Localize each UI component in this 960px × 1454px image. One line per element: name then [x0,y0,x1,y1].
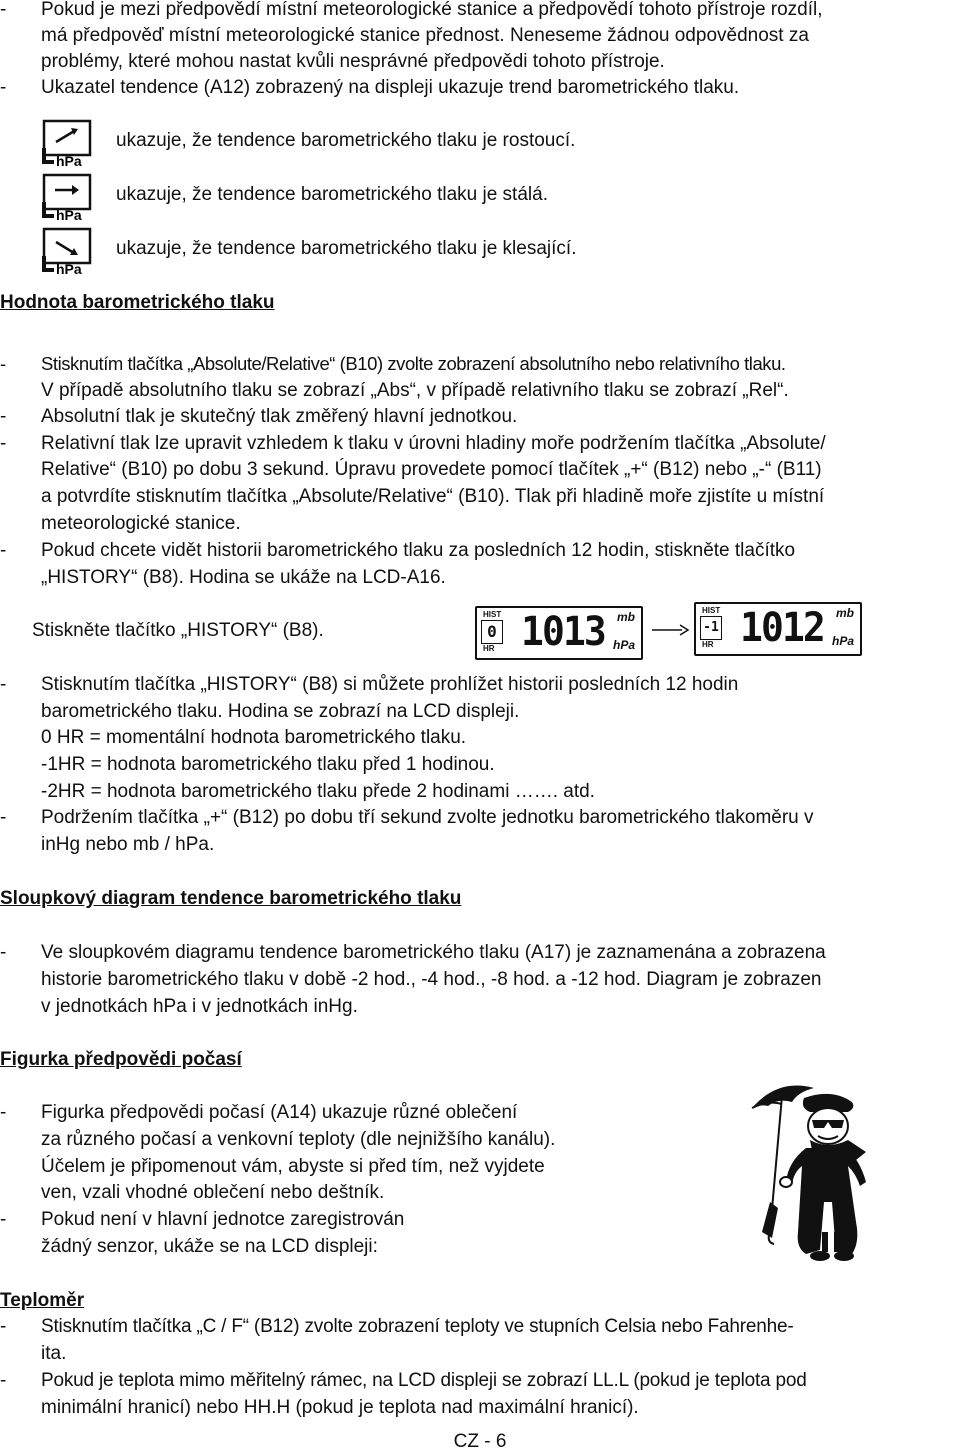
umbrella-figure-illustration [748,1082,896,1262]
section-heading-figure: Figurka předpovědi počasí [0,1049,242,1070]
section-heading-bar-diagram: Sloupkový diagram tendence barometrického tlaku [0,888,462,909]
section-heading-thermometer: Teploměr [0,1290,85,1311]
history-press-text: Stiskněte tlačítko „HISTORY“ (B8). [32,620,324,641]
lcd-history-0: HIST 0 HR 1013 mb hPa [475,606,643,660]
lcd-pressure-value: 1013 [521,609,605,655]
trend-falling-icon [40,226,94,276]
manual-page: - Pokud je mezi předpovědí místní meteorologické stanice a předpovědí tohoto přístroje rozdíl, má předpověď místní meteorologické stanice přednost. Neneseme žádnou odpovědnost za problémy, které mohou nastat kvůli nesprávné předpovědi tohoto přístroje. - Ukazatel tendence (A12) zobrazený na displeji ukazuje trend barometrického tlaku. hPa ukazuje, že tendence barometrického tlaku je rostoucí. hPa ukazuje, že tendence barometrického tlaku je stálá. hPa ukazuje, že tendence barometrického tlaku je klesající. Hodnota barometrického tlaku - Stisknutím tlačítka „Absolute/Relative“ (B10) zvolte zobrazení absolutního nebo relativního tlaku. V případě absolutního tlaku se zobrazí „Abs“, v případě relativního tlaku se zobrazí „Rel“. - Absolutní tlak je skutečný tlak změřený hlavní jednotkou. - Relativní tlak lze upravit vzhledem k tlaku v úrovni hladiny moře podržením tlačítka „Absolute/ Relative“ (B10) po dobu 3 sekund. Úpravu provedete pomocí tlačítek „+“ (B12) nebo „-“ (B11) a potvrdíte stisknutím tlačítka „Absolute/Relative“ (B10). Tlak při hladině moře zjistíte u místní meteorologické stanice. - Pokud chcete vidět historii barometrického tlaku za posledních 12 hodin, stiskněte tlačítko „HISTORY“ (B8). Hodina se ukáže na LCD-A16. Stiskněte tlačítko „HISTORY“ (B8). HIST 0 HR 1013 mb hPa HIST -1 HR 1012 mb hPa - Stisknutím tlačítka „HISTORY“ (B8) si můžete prohlížet historii posledních 12 hodin barometrického tlaku. Hodina se zobrazí na LCD displeji. 0 HR = momentální hodnota barometrického tlaku. -1HR = hodnota barometrického tlaku před 1 hodinou. -2HR = hodnota barometrického tlaku přede 2 hodinami ……. atd. - Podržením tlačítka „+“ (B12) po dobu tří sekund zvolte jednotku barometrického tlakoměru v inHg nebo mb / hPa. Sloupkový diagram tendence barometrického tlaku - Ve sloupkovém diagramu tendence barometrického tlaku (A17) je zaznamenána a zobrazena historie barometrického tlaku v době -2 hod., -4 hod., -8 hod. a -12 hod. Diagram je zobrazen v jednotkách hPa i v jednotkách inHg. Figurka předpovědi počasí - Figurka předpovědi počasí (A14) ukazuje různé oblečení za různého počasí a venkovní teploty (dle nejnižšího kanálu). Účelem je připomenout vám, abyste si před tím, než vyjdete ven, vzali vhodné oblečení nebo deštník. - Pokud není v hlavní jednotce zaregistrován žádný senzor, ukáže se na LCD displeji: Teploměr - Stisknutím tlačítka „C / F“ (B12) zvolte zobrazení teploty ve stupních Celsia nebo Fahrenhe- ita. - Pokud je teplota mimo měřitelný rámec, na LCD displeji se zobrazí LL.L (pokud je teplota pod minimální hranicí) nebo HH.H (pokud je teplota nad maximální hranicí). CZ - 6 [0,0,960,1452]
svg-text:hPa: hPa [56,153,82,168]
arrow-right-icon [650,622,690,638]
svg-text:hPa: hPa [56,261,82,276]
trend-steady-icon [40,172,94,222]
trend-steady-text: ukazuje, že tendence barometrického tlaku je stálá. [116,184,548,205]
trend-rising-text: ukazuje, že tendence barometrického tlaku je rostoucí. [116,130,576,151]
lcd-history-1: HIST -1 HR 1012 mb hPa [694,602,862,656]
section-heading-pressure: Hodnota barometrického tlaku [0,292,275,313]
lcd-hour-digit: -1 [700,616,722,640]
lcd-pressure-value: 1012 [740,605,824,651]
page-number: CZ - 6 [453,1431,507,1452]
trend-falling-text: ukazuje, že tendence barometrického tlaku je klesající. [116,238,577,259]
trend-rising-icon [40,118,94,168]
svg-text:hPa: hPa [56,207,82,222]
lcd-hour-digit: 0 [481,620,503,644]
